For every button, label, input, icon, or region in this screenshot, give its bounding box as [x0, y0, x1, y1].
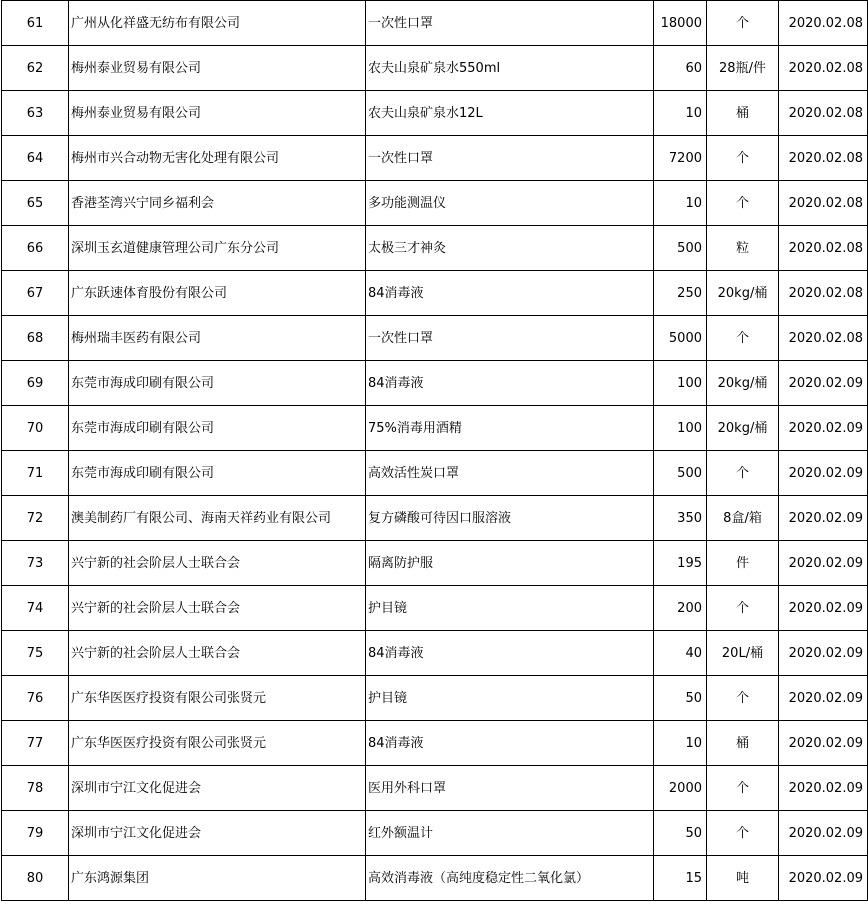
cell-date: 2020.02.08 [779, 46, 868, 91]
cell-quantity: 5000 [654, 316, 707, 361]
table-body [2, 1, 868, 901]
cell-serial-number: 73 [2, 541, 69, 586]
cell-unit: 个 [707, 181, 779, 226]
cell-quantity: 100 [654, 361, 707, 406]
cell-date: 2020.02.08 [779, 136, 868, 181]
cell-serial-number: 62 [2, 46, 69, 91]
cell-donor: 广东华医医疗投资有限公司张贤元 [69, 721, 366, 766]
cell-unit: 个 [707, 316, 779, 361]
table-row [2, 586, 868, 631]
cell-quantity: 50 [654, 811, 707, 856]
cell-serial-number: 77 [2, 721, 69, 766]
cell-date: 2020.02.08 [779, 271, 868, 316]
table-row [2, 811, 868, 856]
cell-item: 农夫山泉矿泉水550ml [366, 46, 654, 91]
cell-date: 2020.02.09 [779, 856, 868, 901]
cell-item: 84消毒液 [366, 631, 654, 676]
cell-serial-number: 69 [2, 361, 69, 406]
cell-unit: 20kg/桶 [707, 361, 779, 406]
cell-item: 医用外科口罩 [366, 766, 654, 811]
cell-unit: 件 [707, 541, 779, 586]
cell-date: 2020.02.08 [779, 316, 868, 361]
cell-donor: 兴宁新的社会阶层人士联合会 [69, 586, 366, 631]
cell-serial-number: 67 [2, 271, 69, 316]
cell-date: 2020.02.09 [779, 451, 868, 496]
cell-quantity: 10 [654, 721, 707, 766]
cell-item: 护目镜 [366, 586, 654, 631]
cell-donor: 梅州泰业贸易有限公司 [69, 46, 366, 91]
cell-unit: 28瓶/件 [707, 46, 779, 91]
cell-date: 2020.02.09 [779, 766, 868, 811]
cell-quantity: 350 [654, 496, 707, 541]
cell-item: 太极三才神灸 [366, 226, 654, 271]
cell-item: 84消毒液 [366, 271, 654, 316]
cell-item: 一次性口罩 [366, 136, 654, 181]
cell-donor: 兴宁新的社会阶层人士联合会 [69, 631, 366, 676]
cell-quantity: 500 [654, 226, 707, 271]
cell-quantity: 100 [654, 406, 707, 451]
cell-unit: 个 [707, 1, 779, 46]
table-row [2, 316, 868, 361]
cell-quantity: 195 [654, 541, 707, 586]
cell-quantity: 50 [654, 676, 707, 721]
cell-donor: 广东华医医疗投资有限公司张贤元 [69, 676, 366, 721]
cell-donor: 深圳玉玄道健康管理公司广东分公司 [69, 226, 366, 271]
cell-date: 2020.02.08 [779, 1, 868, 46]
cell-donor: 澳美制药厂有限公司、海南天祥药业有限公司 [69, 496, 366, 541]
cell-donor: 香港荃湾兴宁同乡福利会 [69, 181, 366, 226]
cell-donor: 梅州泰业贸易有限公司 [69, 91, 366, 136]
cell-quantity: 200 [654, 586, 707, 631]
cell-date: 2020.02.09 [779, 406, 868, 451]
table-row [2, 271, 868, 316]
cell-item: 农夫山泉矿泉水12L [366, 91, 654, 136]
cell-donor: 广东跃速体育股份有限公司 [69, 271, 366, 316]
cell-quantity: 18000 [654, 1, 707, 46]
cell-serial-number: 79 [2, 811, 69, 856]
cell-unit: 粒 [707, 226, 779, 271]
donation-table [1, 0, 868, 901]
cell-serial-number: 80 [2, 856, 69, 901]
cell-serial-number: 74 [2, 586, 69, 631]
cell-item: 红外额温计 [366, 811, 654, 856]
cell-unit: 桶 [707, 721, 779, 766]
table-row [2, 226, 868, 271]
cell-date: 2020.02.09 [779, 676, 868, 721]
cell-serial-number: 64 [2, 136, 69, 181]
cell-donor: 梅州瑞丰医药有限公司 [69, 316, 366, 361]
table-row [2, 451, 868, 496]
cell-serial-number: 61 [2, 1, 69, 46]
table-row [2, 91, 868, 136]
cell-donor: 深圳市宁江文化促进会 [69, 811, 366, 856]
cell-date: 2020.02.09 [779, 586, 868, 631]
table-row [2, 136, 868, 181]
cell-date: 2020.02.09 [779, 541, 868, 586]
cell-quantity: 500 [654, 451, 707, 496]
cell-unit: 20kg/桶 [707, 406, 779, 451]
cell-serial-number: 66 [2, 226, 69, 271]
cell-date: 2020.02.09 [779, 496, 868, 541]
cell-serial-number: 65 [2, 181, 69, 226]
cell-unit: 个 [707, 451, 779, 496]
cell-date: 2020.02.08 [779, 181, 868, 226]
table-row [2, 856, 868, 901]
cell-item: 多功能测温仪 [366, 181, 654, 226]
cell-unit: 20kg/桶 [707, 271, 779, 316]
cell-quantity: 7200 [654, 136, 707, 181]
cell-serial-number: 70 [2, 406, 69, 451]
cell-quantity: 60 [654, 46, 707, 91]
table-row [2, 541, 868, 586]
table-row [2, 1, 868, 46]
cell-item: 75%消毒用酒精 [366, 406, 654, 451]
cell-item: 高效消毒液（高纯度稳定性二氧化氯） [366, 856, 654, 901]
cell-unit: 吨 [707, 856, 779, 901]
cell-donor: 东莞市海成印刷有限公司 [69, 406, 366, 451]
cell-unit: 20L/桶 [707, 631, 779, 676]
cell-donor: 兴宁新的社会阶层人士联合会 [69, 541, 366, 586]
cell-serial-number: 76 [2, 676, 69, 721]
cell-quantity: 10 [654, 181, 707, 226]
cell-item: 隔离防护服 [366, 541, 654, 586]
cell-item: 一次性口罩 [366, 316, 654, 361]
table-row [2, 496, 868, 541]
cell-unit: 个 [707, 811, 779, 856]
cell-date: 2020.02.08 [779, 226, 868, 271]
table-row [2, 721, 868, 766]
table-row [2, 181, 868, 226]
cell-serial-number: 75 [2, 631, 69, 676]
cell-quantity: 40 [654, 631, 707, 676]
table-row [2, 766, 868, 811]
table-row [2, 361, 868, 406]
cell-serial-number: 71 [2, 451, 69, 496]
cell-item: 复方磷酸可待因口服溶液 [366, 496, 654, 541]
cell-date: 2020.02.09 [779, 721, 868, 766]
cell-date: 2020.02.09 [779, 631, 868, 676]
cell-unit: 桶 [707, 91, 779, 136]
cell-unit: 个 [707, 586, 779, 631]
cell-unit: 个 [707, 676, 779, 721]
cell-quantity: 10 [654, 91, 707, 136]
cell-item: 高效活性炭口罩 [366, 451, 654, 496]
cell-donor: 梅州市兴合动物无害化处理有限公司 [69, 136, 366, 181]
cell-serial-number: 68 [2, 316, 69, 361]
table-row [2, 406, 868, 451]
cell-serial-number: 72 [2, 496, 69, 541]
table-row [2, 631, 868, 676]
cell-quantity: 15 [654, 856, 707, 901]
cell-unit: 8盒/箱 [707, 496, 779, 541]
cell-donor: 东莞市海成印刷有限公司 [69, 451, 366, 496]
cell-serial-number: 63 [2, 91, 69, 136]
cell-serial-number: 78 [2, 766, 69, 811]
cell-unit: 个 [707, 766, 779, 811]
table-row [2, 46, 868, 91]
cell-date: 2020.02.09 [779, 811, 868, 856]
cell-donor: 广州从化祥盛无纺布有限公司 [69, 1, 366, 46]
cell-quantity: 2000 [654, 766, 707, 811]
cell-item: 84消毒液 [366, 721, 654, 766]
cell-item: 护目镜 [366, 676, 654, 721]
cell-date: 2020.02.09 [779, 361, 868, 406]
cell-donor: 广东鸿源集团 [69, 856, 366, 901]
cell-unit: 个 [707, 136, 779, 181]
table-row [2, 676, 868, 721]
cell-donor: 东莞市海成印刷有限公司 [69, 361, 366, 406]
cell-donor: 深圳市宁江文化促进会 [69, 766, 366, 811]
cell-item: 一次性口罩 [366, 1, 654, 46]
cell-date: 2020.02.08 [779, 91, 868, 136]
cell-item: 84消毒液 [366, 361, 654, 406]
cell-quantity: 250 [654, 271, 707, 316]
